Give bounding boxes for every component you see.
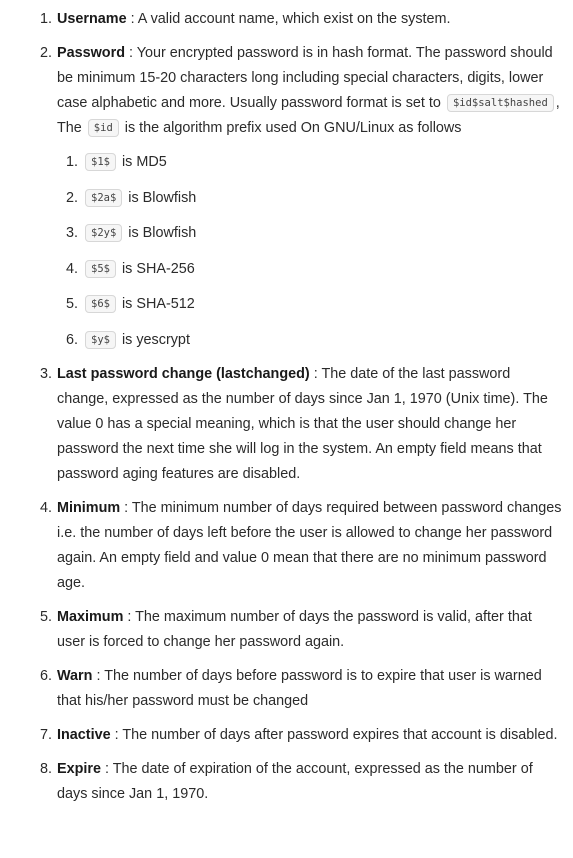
shadow-fields-list [40, 7, 563, 807]
list-item-password [40, 41, 563, 353]
inline-code-format: $id$salt$hashed [447, 94, 554, 112]
field-term: Last password change (lastchanged) [57, 365, 310, 382]
list-number: 4. [40, 499, 53, 516]
list-item-minimum [40, 496, 563, 596]
list-number: 3. [66, 225, 79, 241]
list-item-expire [40, 757, 563, 807]
list-item-username [40, 7, 563, 32]
algorithm-item [66, 292, 563, 317]
algorithm-name: is yescrypt [117, 331, 190, 348]
list-number: 4. [66, 260, 79, 277]
list-number: 6. [66, 331, 79, 348]
field-term: Maximum [57, 608, 124, 625]
algorithm-name: is SHA-512 [117, 296, 195, 312]
list-number: 1. [66, 154, 79, 170]
field-description: : Your encrypted password is in hash format. The password should be minimum 15-20 characters long including special characters, digits, lower case alphabetic and more. Usually password format is set to [57, 45, 553, 111]
list-number: 2. [40, 45, 53, 61]
field-description: : The date of the last password change, expressed as the number of days since Jan 1, 1970 (Unix time). The value 0 has a special meaning, which is that the user should change her password the next time she will log in the system. An empty field means that password aging features are disabled. [57, 365, 548, 482]
list-number: 7. [40, 726, 53, 743]
algorithm-item [66, 221, 563, 246]
list-number: 2. [66, 189, 79, 206]
algorithm-name: is Blowfish [124, 189, 197, 206]
list-number: 3. [40, 365, 53, 382]
algorithm-item [66, 186, 563, 211]
algorithm-item [66, 328, 563, 353]
inline-code-id: $id [88, 119, 119, 137]
algorithm-name: is Blowfish [124, 225, 197, 241]
list-item-warn [40, 664, 563, 714]
field-description: : The date of expiration of the account, expressed as the number of days since Jan 1, 1970. [57, 760, 533, 802]
algorithm-list [57, 150, 563, 353]
field-term: Minimum [57, 499, 121, 516]
field-description: : The number of days after password expires that account is disabled. [110, 726, 558, 743]
algorithm-item [66, 257, 563, 282]
field-description: is the algorithm prefix used On GNU/Linux as follows [120, 120, 462, 136]
field-term: Username [57, 11, 127, 27]
list-item-inactive [40, 723, 563, 748]
field-description: : The minimum number of days required between password changes i.e. the number of days left before the user is allowed to change her password again. An empty field and value 0 mean that there are no minimum password age. [57, 499, 562, 591]
algorithm-prefix: $2y$ [85, 224, 122, 242]
list-number: 5. [40, 608, 53, 625]
field-term: Expire [57, 760, 101, 777]
field-description: , The [57, 95, 560, 136]
list-number: 5. [66, 296, 79, 312]
field-description: : A valid account name, which exist on the system. [126, 11, 451, 27]
algorithm-prefix: $5$ [85, 260, 116, 278]
field-term: Inactive [57, 726, 111, 743]
algorithm-prefix: $2a$ [85, 189, 122, 207]
algorithm-prefix: $6$ [85, 295, 116, 313]
field-term: Password [57, 45, 125, 61]
field-description: : The number of days before password is to expire that user is warned that his/her password must be changed [57, 667, 542, 709]
algorithm-name: is SHA-256 [117, 260, 195, 277]
list-number: 8. [40, 760, 53, 777]
algorithm-name: is MD5 [117, 154, 167, 170]
list-number: 6. [40, 667, 53, 684]
algorithm-prefix: $y$ [85, 331, 116, 349]
algorithm-item [66, 150, 563, 175]
list-item-maximum [40, 605, 563, 655]
field-term: Warn [57, 667, 93, 684]
list-number: 1. [40, 11, 53, 27]
field-description: : The maximum number of days the password is valid, after that user is forced to change her password again. [57, 608, 532, 650]
list-item-last-password-change [40, 362, 563, 487]
algorithm-prefix: $1$ [85, 153, 116, 171]
